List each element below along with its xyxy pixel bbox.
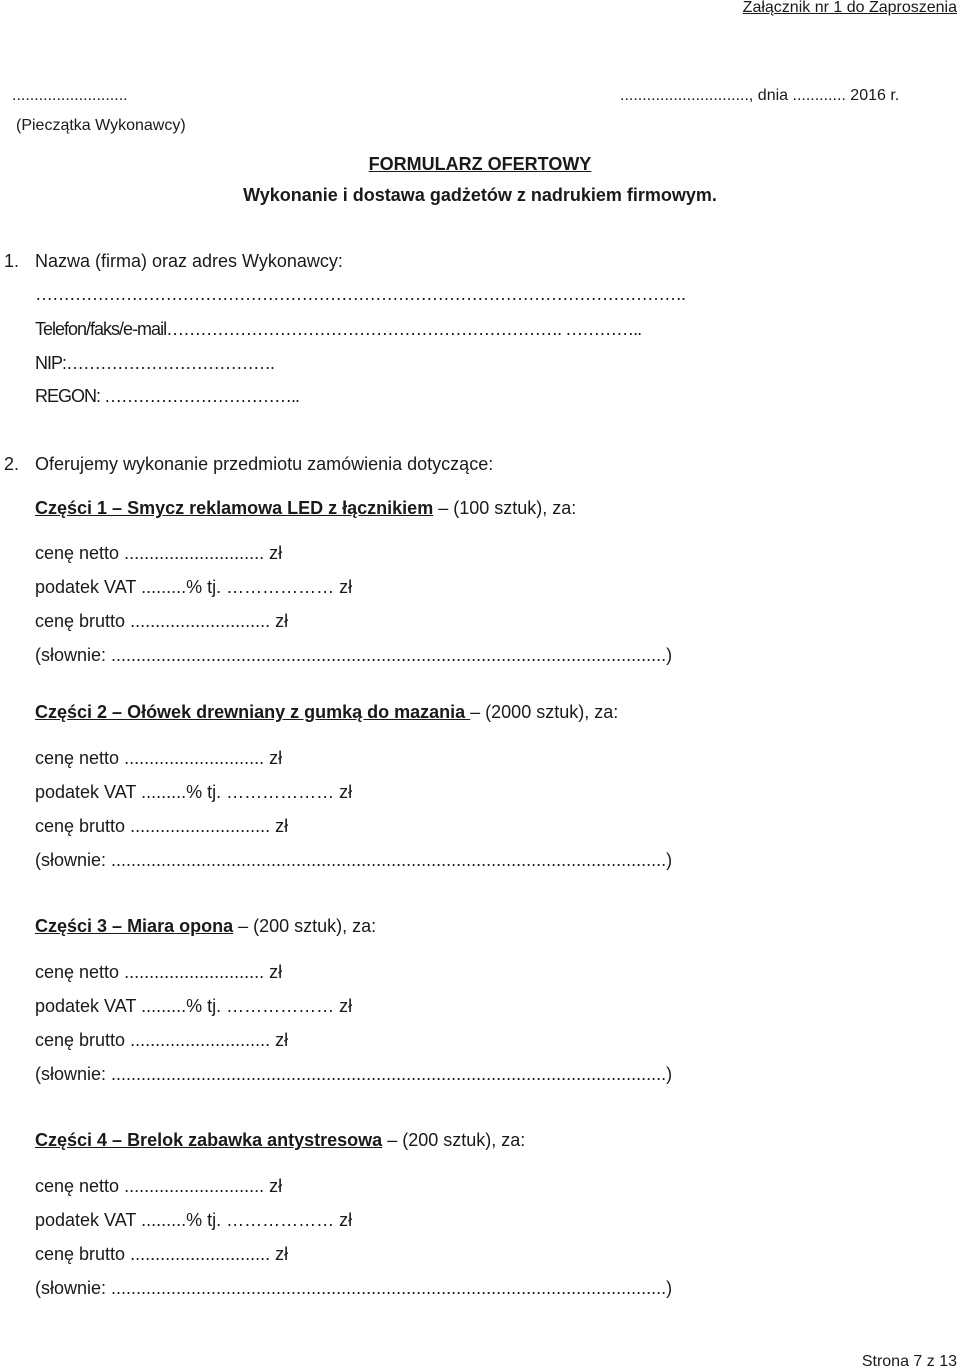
part-4-words: (słownie: ...............................................................................................................) [35,1278,673,1298]
part-1-netto: cenę netto ............................ zł [35,543,283,563]
address-line: ……………………………………………………………………………………………………. [35,284,686,304]
part-4-title: Części 4 – Brelok zabawka antystresowa [35,1130,383,1150]
stamp-dots: .......................... [12,87,128,104]
part-4-quantity: – (200 sztuk), za: [382,1130,526,1150]
part-1-brutto: cenę brutto ............................ zł [35,611,289,631]
part-1-quantity: – (100 sztuk), za: [433,498,577,518]
part-2-brutto: cenę brutto ............................ zł [35,816,289,836]
page-number: Strona 7 z 13 [861,1353,957,1370]
header-attachment-note: Załącznik nr 1 do Zaproszenia [742,0,957,16]
part-4-heading [35,1131,525,1149]
nip-line: NIP:………………………………. [35,353,275,373]
section1-label: Nazwa (firma) oraz adres Wykonawcy: [35,251,343,271]
date-line: ............................., dnia ............ 2016 r. [620,87,900,104]
part-3-netto: cenę netto ............................ zł [35,962,283,982]
part-1-words: (słownie: ...............................................................................................................) [35,645,673,665]
part-3-brutto: cenę brutto ............................ zł [35,1030,289,1050]
form-title: FORMULARZ OFERTOWY [368,154,592,174]
stamp-label: (Pieczątka Wykonawcy) [16,117,186,134]
part-3-title: Części 3 – Miara opona [35,916,234,936]
part-2-netto: cenę netto ............................ zł [35,748,283,768]
part-2-words: (słownie: ...............................................................................................................) [35,850,673,870]
section2-number: 2. [4,454,20,474]
part-2-vat: podatek VAT .........% tj. ……………… zł [35,782,353,802]
part-2-quantity: – (2000 sztuk), za: [470,702,619,722]
regon-line: REGON: …………………………….. [35,386,300,406]
part-4-vat: podatek VAT .........% tj. ……………… zł [35,1210,353,1230]
part-4-brutto: cenę brutto ............................ zł [35,1244,289,1264]
part-2-heading [35,703,618,721]
phone-line: Telefon/faks/e-mail……………………………………………………………. ………….. [35,319,642,339]
section1-number: 1. [4,251,20,271]
part-4-netto: cenę netto ............................ zł [35,1176,283,1196]
part-3-quantity: – (200 sztuk), za: [233,916,377,936]
form-subtitle: Wykonanie i dostawa gadżetów z nadrukiem firmowym. [243,185,717,205]
part-3-words: (słownie: ...............................................................................................................) [35,1064,673,1084]
part-3-heading [35,917,376,935]
part-1-heading [35,499,576,517]
part-2-title: Części 2 – Ołówek drewniany z gumką do mazania [35,702,471,722]
part-1-title: Części 1 – Smycz reklamowa LED z łącznikiem [35,498,434,518]
part-3-vat: podatek VAT .........% tj. ……………… zł [35,996,353,1016]
part-1-vat: podatek VAT .........% tj. ……………… zł [35,577,353,597]
section2-label: Oferujemy wykonanie przedmiotu zamówienia dotyczące: [35,454,494,474]
